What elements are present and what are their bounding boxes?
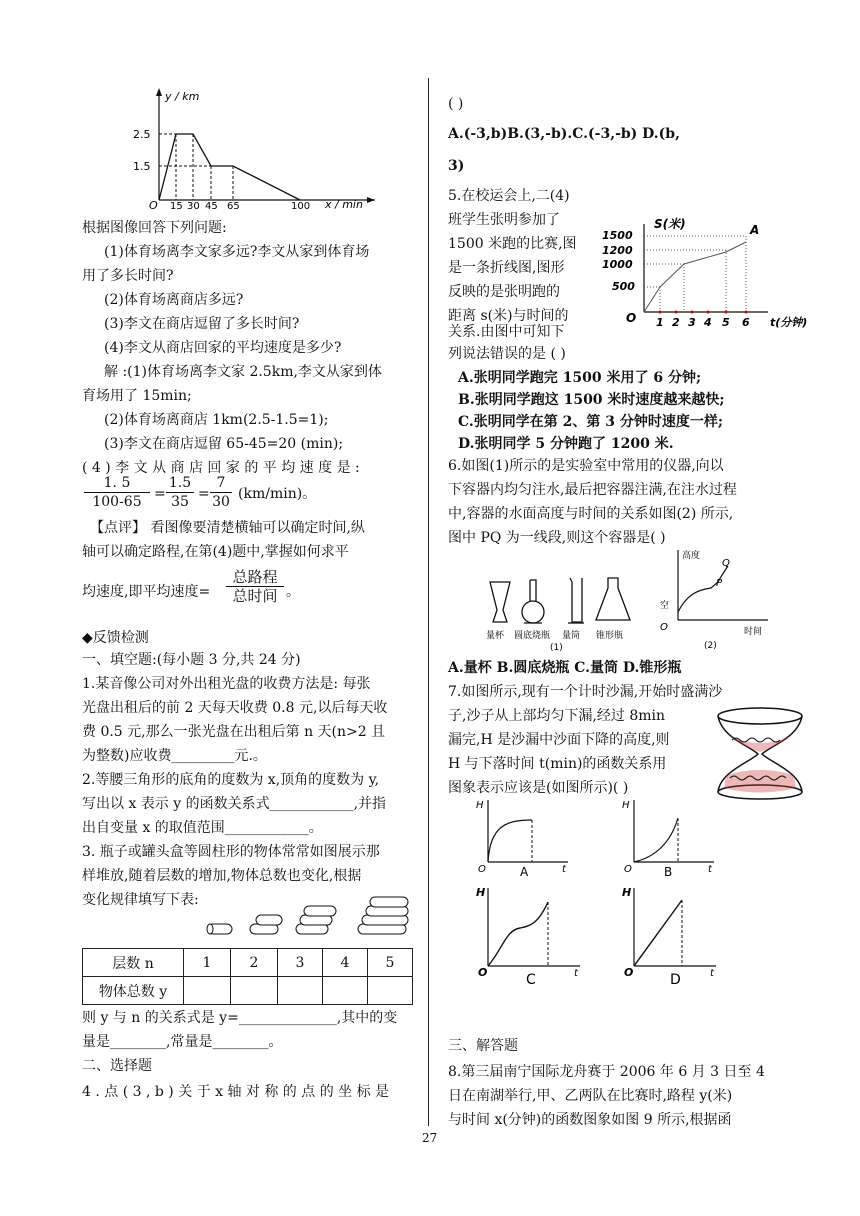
graph6-y-label: 高度 bbox=[682, 551, 701, 561]
graph1-y-label: y / km bbox=[165, 90, 200, 103]
text-line: 光盘出租后的前 2 天每天收费 0.8 元,以后每天收 bbox=[82, 700, 388, 716]
text-line: 出自变量 x 的取值范围____________。 bbox=[82, 820, 323, 836]
text-line: 班学生张明参加了 bbox=[448, 212, 560, 228]
fraction-numerator: 总路程 bbox=[226, 568, 284, 587]
table-cell bbox=[231, 977, 278, 1005]
text-line: 反映的是张明跑的 bbox=[448, 284, 560, 300]
graph1-xtick: 100 bbox=[291, 201, 311, 210]
axis-label: O bbox=[624, 966, 634, 979]
hourglass-illustration bbox=[712, 706, 808, 802]
axis-label: O bbox=[478, 864, 486, 875]
table-cell: 5 bbox=[368, 949, 413, 977]
apparatus-label: 量杯 bbox=[486, 631, 505, 641]
running-distance-graph bbox=[598, 212, 838, 336]
axis-label: t bbox=[708, 864, 712, 875]
table-cell: 2 bbox=[231, 949, 278, 977]
graph6-curve bbox=[678, 566, 728, 612]
lab-apparatus-figure bbox=[480, 566, 660, 652]
text-line: (3)李文在商店逗留了多长时间? bbox=[104, 316, 300, 332]
text-line: 5.在校运会上,二(4) bbox=[448, 188, 570, 204]
graph1-xtick: 15 bbox=[170, 201, 183, 210]
graph5-xtick: 2 bbox=[672, 316, 680, 329]
graph5-ytick: 500 bbox=[612, 280, 635, 293]
text-line: 育场用了 15min; bbox=[82, 388, 192, 404]
text-line: 下容器内均匀注水,最后把容器注满,在注水过程 bbox=[448, 482, 737, 498]
axis-label: H bbox=[476, 886, 486, 899]
graph5-xtick: 5 bbox=[722, 316, 730, 329]
fraction bbox=[84, 474, 150, 511]
text-line: 距离 s(米)与时间的 bbox=[448, 308, 569, 324]
graph6-q: Q bbox=[722, 558, 730, 569]
axis-label: O bbox=[624, 864, 632, 875]
text-line: 4 . 点 ( 3 , b ) 关 于 x 轴 对 称 的 点 的 坐 标 是 bbox=[82, 1084, 390, 1100]
text-line: 1500 米跑的比赛,图 bbox=[448, 236, 577, 252]
beaker-shape bbox=[490, 582, 510, 622]
figure-caption: (1) bbox=[550, 643, 563, 652]
graph1-xtick: 65 bbox=[227, 201, 240, 210]
text-line: 子,沙子从上部均匀下漏,经过 8min bbox=[448, 708, 666, 724]
height-time-graph bbox=[656, 544, 776, 654]
graph-option-c bbox=[468, 880, 598, 988]
axis-label: H bbox=[622, 886, 632, 899]
option-letter: A bbox=[520, 865, 529, 878]
graph1-ytick: 1.5 bbox=[133, 160, 151, 173]
text-line: 1.某音像公司对外出租光盘的收费方法是: 每张 bbox=[82, 676, 371, 692]
text-line: 写出以 x 表示 y 的函数关系式____________,并指 bbox=[82, 796, 387, 812]
text-line: 费 0.5 元,那么一张光盘在出租后第 n 天(n>2 且 bbox=[82, 724, 386, 740]
table-cell: 4 bbox=[323, 949, 368, 977]
page-number: 27 bbox=[422, 1131, 438, 1145]
fraction-denominator: 总时间 bbox=[232, 587, 278, 605]
fraction bbox=[166, 474, 194, 511]
text-line: 是一条折线图,图形 bbox=[448, 260, 565, 276]
text-line: 根据图像回答下列问题: bbox=[82, 220, 227, 236]
table-row bbox=[83, 977, 413, 1005]
graph-option-d bbox=[612, 880, 742, 988]
text-line: 图中 PQ 为一线段,则这个容器是( ) bbox=[448, 530, 666, 546]
graph6-empty-label: 空 bbox=[660, 601, 670, 611]
figure-caption: (2) bbox=[704, 641, 717, 651]
section-heading: 三、解答题 bbox=[448, 1038, 518, 1054]
text-line: ( ) bbox=[448, 96, 464, 112]
text-line: (1)体育场离李文家多远?李文从家到体育场 bbox=[104, 244, 370, 260]
table-cell: 3 bbox=[278, 949, 323, 977]
table-cell bbox=[278, 977, 323, 1005]
graph1-line bbox=[159, 134, 300, 200]
stacked-cylinders-illustration bbox=[200, 890, 420, 940]
table-cell bbox=[368, 977, 413, 1005]
text-line: 3) bbox=[448, 158, 465, 174]
graph-option-b bbox=[612, 796, 742, 878]
graph5-ytick: 1200 bbox=[602, 244, 633, 257]
text-line: (2)体育场离商店 1km(2.5-1.5=1); bbox=[104, 412, 329, 428]
option-text: A.张明同学跑完 1500 米用了 6 分钟; bbox=[458, 370, 702, 386]
equals: = bbox=[154, 486, 166, 502]
axis-label: H bbox=[622, 800, 630, 811]
text-line: 用了多长时间? bbox=[82, 268, 174, 284]
table-cell bbox=[323, 977, 368, 1005]
text-line: A.(-3,b)B.(3,-b).C.(-3,-b) D.(b, bbox=[448, 126, 680, 142]
count-table bbox=[82, 948, 413, 1005]
fraction-numerator: 1. 5 bbox=[84, 474, 150, 493]
text-line: (2)体育场离商店多远? bbox=[104, 292, 244, 308]
apparatus-label: 圆底烧瓶 bbox=[514, 631, 551, 641]
section-heading: 二、选择题 bbox=[82, 1058, 152, 1074]
fraction-numerator: 7 bbox=[210, 474, 232, 493]
section-heading: 一、填空题:(每小题 3 分,共 24 分) bbox=[82, 652, 301, 668]
graph1-xtick: 45 bbox=[205, 201, 218, 210]
fraction bbox=[226, 568, 284, 605]
graph5-origin: O bbox=[626, 311, 637, 325]
text-line: 与时间 x(分钟)的函数图象如图 9 所示,根据函 bbox=[448, 1112, 732, 1128]
apparatus-label: 锥形瓶 bbox=[596, 631, 624, 641]
axis-label: H bbox=[476, 800, 484, 811]
table-row bbox=[83, 949, 413, 977]
text-line: ( 4 ) 李 文 从 商 店 回 家 的 平 均 速 度 是 : bbox=[82, 460, 360, 476]
fraction-numerator: 1.5 bbox=[166, 474, 194, 493]
option-letter: D bbox=[670, 972, 681, 988]
option-text: C.张明同学在第 2、第 3 分钟时速度一样; bbox=[458, 414, 724, 430]
text-line: 列说法错误的是 ( ) bbox=[448, 346, 566, 362]
text-line: 均速度,即平均速度= bbox=[82, 584, 211, 600]
text-line: 。 bbox=[286, 584, 300, 600]
text-line: (3)李文在商店逗留 65-45=20 (min); bbox=[104, 436, 344, 452]
text-line: 样堆放,随着层数的增加,物体总数也变化,根据 bbox=[82, 868, 362, 884]
graph1-origin: O bbox=[149, 199, 158, 210]
text-line: 中,容器的水面高度与时间的关系如图(2) 所示, bbox=[448, 506, 734, 522]
table-cell: 物体总数 y bbox=[83, 977, 184, 1005]
graph5-ytick: 1000 bbox=[602, 258, 633, 271]
option-text: D.张明同学 5 分钟跑了 1200 米. bbox=[458, 436, 674, 452]
graph5-xtick: 1 bbox=[656, 316, 664, 329]
graph5-xtick: 4 bbox=[704, 316, 712, 329]
text-line: 关系.由图中可知下 bbox=[448, 324, 565, 340]
graph1-x-label: x / min bbox=[325, 198, 363, 210]
apparatus-label: 量筒 bbox=[562, 631, 581, 641]
text-line: (4)李文从商店回家的平均速度是多少? bbox=[104, 340, 342, 356]
fraction-denominator: 35 bbox=[171, 494, 189, 510]
text-line: 8.第三届南宁国际龙舟赛于 2006 年 6 月 3 日至 4 bbox=[448, 1064, 765, 1080]
option-letter: B bbox=[664, 865, 673, 878]
graph6-p: P bbox=[716, 578, 723, 589]
option-text: B.张明同学跑这 1500 米时速度越来越快; bbox=[458, 392, 725, 408]
graph5-line bbox=[644, 242, 746, 312]
graph5-xtick: 6 bbox=[742, 316, 750, 329]
graph1-xtick: 30 bbox=[187, 201, 200, 210]
text-line: 轴可以确定路程,在第(4)题中,掌握如何求平 bbox=[82, 544, 349, 560]
graph5-ytick: 1500 bbox=[602, 229, 633, 242]
text-line: 6.如图(1)所示的是实验室中常用的仪器,向以 bbox=[448, 458, 724, 474]
option-text: A.量杯 B.圆底烧瓶 C.量筒 D.锥形瓶 bbox=[448, 660, 682, 676]
text-line: 解 :(1)体育场离李文家 2.5km,李文从家到体 bbox=[104, 364, 382, 380]
graph5-x-label: t(分钟) bbox=[770, 316, 808, 329]
axis-label: t bbox=[562, 864, 566, 875]
fraction bbox=[210, 474, 232, 511]
table-cell: 层数 n bbox=[83, 949, 184, 977]
text-line: 日在南湖举行,甲、乙两队在比赛时,路程 y(米) bbox=[448, 1088, 733, 1104]
text-line: 漏完,H 是沙漏中沙面下降的高度,则 bbox=[448, 732, 670, 748]
axis-label: t bbox=[574, 968, 578, 979]
text-line: 3. 瓶子或罐头盒等圆柱形的物体常常如图展示那 bbox=[82, 844, 380, 860]
graph5-point-label: A bbox=[750, 223, 760, 237]
graph1-ytick: 2.5 bbox=[133, 128, 151, 141]
graph-option-a bbox=[450, 796, 580, 878]
text-line: 为整数)应收费_________元.。 bbox=[82, 748, 267, 764]
text-line: 【点评】 看图像要清楚横轴可以确定时间,纵 bbox=[90, 520, 365, 536]
option-letter: C bbox=[526, 972, 536, 988]
text-line: 7.如图所示,现有一个计时沙漏,开始时盛满沙 bbox=[448, 684, 723, 700]
axis-label: O bbox=[478, 966, 488, 979]
text-line: H 与下落时间 t(min)的函数关系用 bbox=[448, 756, 667, 772]
graph5-y-label: S(米) bbox=[654, 217, 686, 231]
text-line: 图象表示应该是(如图所示)( ) bbox=[448, 780, 629, 796]
table-cell: 1 bbox=[184, 949, 231, 977]
graph5-xtick: 3 bbox=[688, 316, 696, 329]
column-divider bbox=[428, 78, 429, 1126]
graph6-x-label: 时间 bbox=[744, 627, 763, 637]
text-line: 则 y 与 n 的关系式是 y=______________,其中的变 bbox=[82, 1010, 398, 1026]
fraction-denominator: 100-65 bbox=[92, 494, 142, 510]
equals: = bbox=[198, 486, 210, 502]
table-cell bbox=[184, 977, 231, 1005]
axis-label: t bbox=[710, 968, 714, 979]
text-line: 变化规律填写下表: bbox=[82, 892, 199, 908]
fraction-denominator: 30 bbox=[212, 494, 230, 510]
text-line: 量是________,常量是________。 bbox=[82, 1034, 283, 1050]
graph6-origin: O bbox=[660, 622, 668, 633]
unit-text: (km/min)。 bbox=[238, 486, 317, 502]
distance-time-graph bbox=[125, 82, 385, 210]
section-heading: ◆反馈检测 bbox=[82, 630, 149, 646]
text-line: 2.等腰三角形的底角的度数为 x,顶角的度数为 y, bbox=[82, 772, 380, 788]
